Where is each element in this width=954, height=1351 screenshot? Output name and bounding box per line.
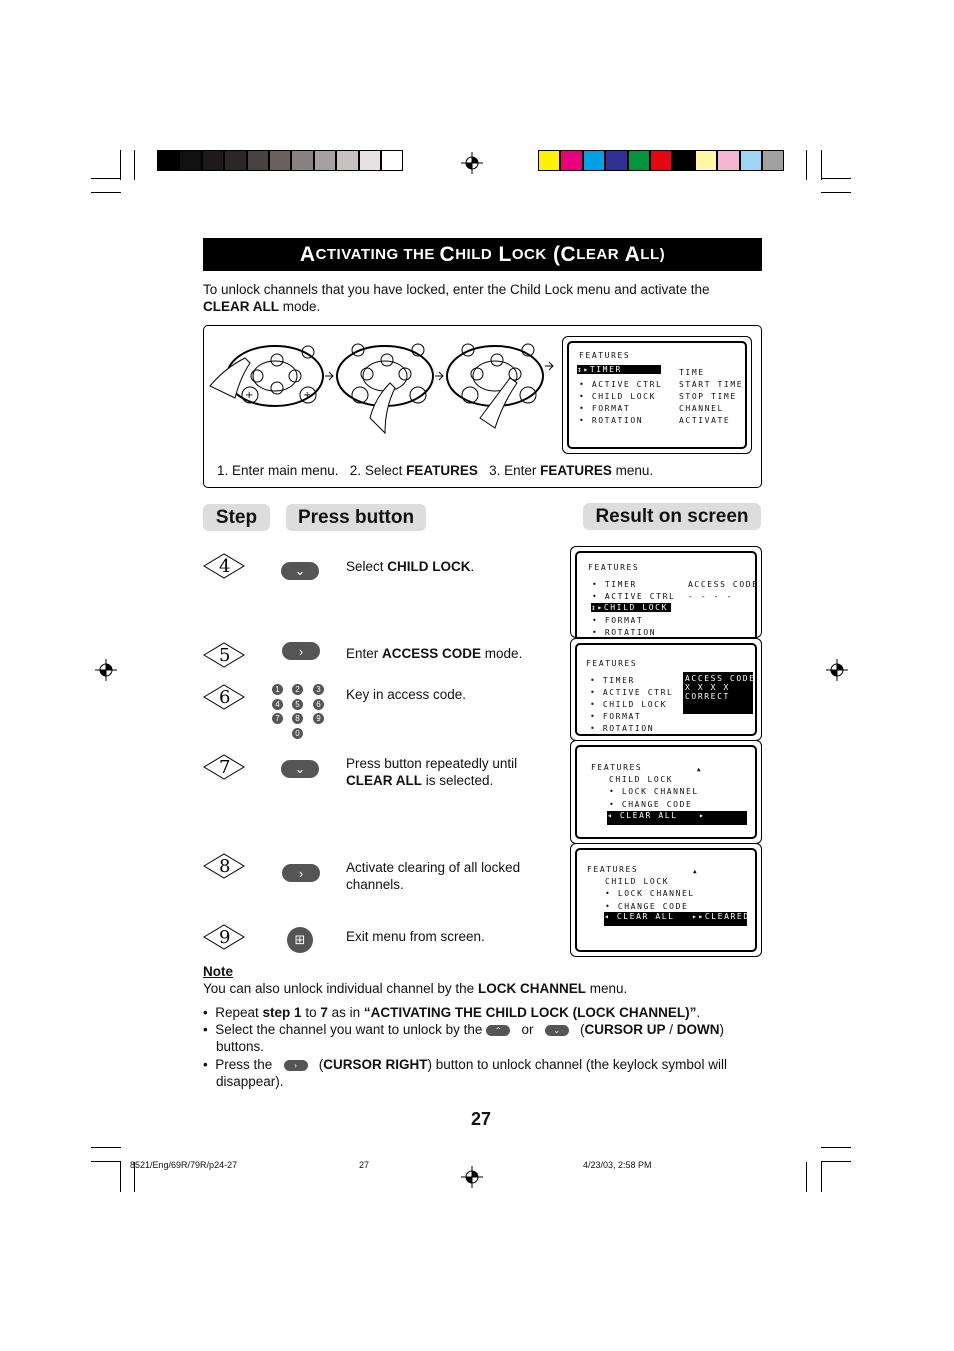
step-number-6	[203, 684, 245, 710]
svg-text:+: +	[245, 390, 254, 401]
color-swatch	[336, 150, 358, 171]
color-swatch	[605, 150, 627, 171]
tv-screen-features: FEATURES ↕▸TIMER • ACTIVE CTRL • CHILD LOCK • FORMAT • ROTATION TIME START TIME STOP TIME CHANNEL ACTIVATE	[562, 336, 752, 454]
color-swatch	[224, 150, 246, 171]
digit-key[interactable]: 3	[313, 684, 324, 695]
highlighted-menu-item: ↕▸TIMER	[577, 365, 661, 374]
chevron-right-icon: ›	[294, 1060, 297, 1070]
cursor-right-button[interactable]	[282, 642, 320, 660]
intro-paragraph: To unlock channels that you have locked, enter the Child Lock menu and activate the CLEAR ALL mode.	[203, 282, 710, 314]
step-number-9	[203, 924, 245, 950]
color-swatch	[291, 150, 313, 171]
footer-date: 4/23/03, 2:58 PM	[583, 1160, 652, 1170]
chevron-down-icon: ⌄	[294, 761, 306, 776]
step-7-description: Press button repeatedly until CLEAR ALL is selected.	[346, 756, 518, 788]
tv-screen-clear-all-select: FEATURES ▲ CHILD LOCK • LOCK CHANNEL • CHANGE CODE ◂ CLEAR ALL ▸	[570, 740, 762, 844]
cursor-down-button[interactable]	[545, 1025, 569, 1036]
registration-mark-icon	[461, 1166, 483, 1188]
note-text: You can also unlock individual channel by the LOCK CHANNEL menu.	[203, 981, 628, 996]
chevron-up-icon: ⌃	[494, 1025, 502, 1035]
color-swatch	[628, 150, 650, 171]
note-bullet-2: • Select the channel you want to unlock by the ⌃ or ⌄ (CURSOR UP / DOWN) buttons.	[203, 1022, 725, 1054]
note-bullet-1: • Repeat step 1 to 7 as in “ACTIVATING THE CHILD LOCK (LOCK CHANNEL)”.	[203, 1005, 701, 1020]
step-9-description: Exit menu from screen.	[346, 929, 485, 944]
cursor-down-button[interactable]	[281, 562, 319, 580]
step-4-description: Select CHILD LOCK.	[346, 559, 475, 574]
digit-key[interactable]: 6	[313, 699, 324, 710]
tv-screen-cleared: FEATURES ▲ CHILD LOCK • LOCK CHANNEL • CHANGE CODE ◂ CLEAR ALL ▸▸CLEARED	[570, 843, 762, 957]
footer-page: 27	[359, 1160, 370, 1170]
color-swatch	[269, 150, 291, 171]
cursor-down-button[interactable]	[281, 760, 319, 778]
registration-mark-icon	[826, 659, 848, 681]
chevron-down-icon: ⌄	[294, 563, 306, 578]
svg-text:8: 8	[219, 856, 231, 877]
color-swatch	[202, 150, 224, 171]
color-swatch	[538, 150, 560, 171]
chevron-right-icon: ›	[298, 643, 304, 659]
registration-mark-icon	[461, 152, 483, 174]
color-swatch	[695, 150, 717, 171]
color-swatch	[583, 150, 605, 171]
tv-screen-child-lock-select: FEATURES • TIMER • ACTIVE CTRL ↕▸CHILD LOCK • FORMAT • ROTATION ACCESS CODE - - - -	[570, 546, 762, 638]
svg-text:6: 6	[219, 687, 231, 708]
cursor-right-button[interactable]	[284, 1060, 308, 1071]
color-swatch	[650, 150, 672, 171]
digit-key[interactable]: 1	[272, 684, 283, 695]
svg-text:+: +	[303, 390, 312, 401]
color-swatch	[179, 150, 201, 171]
svg-text:7: 7	[219, 757, 231, 778]
digit-key[interactable]: 4	[272, 699, 283, 710]
menu-button[interactable]	[287, 927, 313, 953]
digit-key[interactable]: 8	[292, 713, 303, 724]
footer-file: 8521/Eng/69R/79R/p24-27	[130, 1160, 238, 1170]
color-swatch	[314, 150, 336, 171]
color-swatch	[560, 150, 582, 171]
step-header: Step	[203, 504, 270, 531]
result-header: Result on screen	[583, 503, 761, 530]
instruction-caption: 1. Enter main menu. 2. Select FEATURES 3. Enter FEATURES menu.	[217, 463, 654, 478]
color-swatch	[247, 150, 269, 171]
digit-key[interactable]: 5	[292, 699, 303, 710]
color-swatch	[672, 150, 694, 171]
page-number: 27	[471, 1109, 492, 1129]
svg-text:5: 5	[219, 645, 231, 666]
step-number-7	[203, 754, 245, 780]
step-8-description: Activate clearing of all locked channels.	[346, 860, 521, 892]
svg-text:9: 9	[219, 927, 231, 948]
color-swatch	[381, 150, 403, 171]
color-swatch	[717, 150, 739, 171]
page-title: A CTIVATING THE C HILD L OCK (C LEAR A LL)	[203, 238, 762, 271]
step-number-4	[203, 553, 245, 579]
remote-control-illustration	[205, 338, 565, 438]
color-swatch	[740, 150, 762, 171]
chevron-down-icon: ⌄	[553, 1025, 561, 1035]
svg-text:4: 4	[219, 556, 231, 577]
tv-screen-access-code: FEATURES • TIMER • ACTIVE CTRL • CHILD LOCK • FORMAT • ROTATION ACCESS CODE X X X X CORRECT	[570, 638, 762, 741]
step-5-description: Enter ACCESS CODE mode.	[346, 646, 523, 661]
color-swatch	[157, 150, 179, 171]
note-heading: Note	[203, 964, 233, 979]
digit-key[interactable]: 0	[292, 728, 303, 739]
press-button-header: Press button	[286, 504, 426, 531]
digit-key[interactable]: 9	[313, 713, 324, 724]
note-bullet-3: • Press the › (CURSOR RIGHT) button to unlock channel (the keylock symbol will disappear).	[203, 1057, 727, 1089]
menu-icon: ⊞	[294, 932, 306, 947]
color-swatch	[359, 150, 381, 171]
cursor-up-button[interactable]	[486, 1025, 510, 1036]
chevron-right-icon: ›	[298, 865, 304, 881]
color-swatch	[762, 150, 784, 171]
digit-key[interactable]: 2	[292, 684, 303, 695]
step-number-8	[203, 853, 245, 879]
step-6-description: Key in access code.	[346, 687, 467, 702]
cursor-right-button[interactable]	[282, 864, 320, 882]
step-number-5	[203, 642, 245, 668]
registration-mark-icon	[95, 659, 117, 681]
digit-key[interactable]: 7	[272, 713, 283, 724]
